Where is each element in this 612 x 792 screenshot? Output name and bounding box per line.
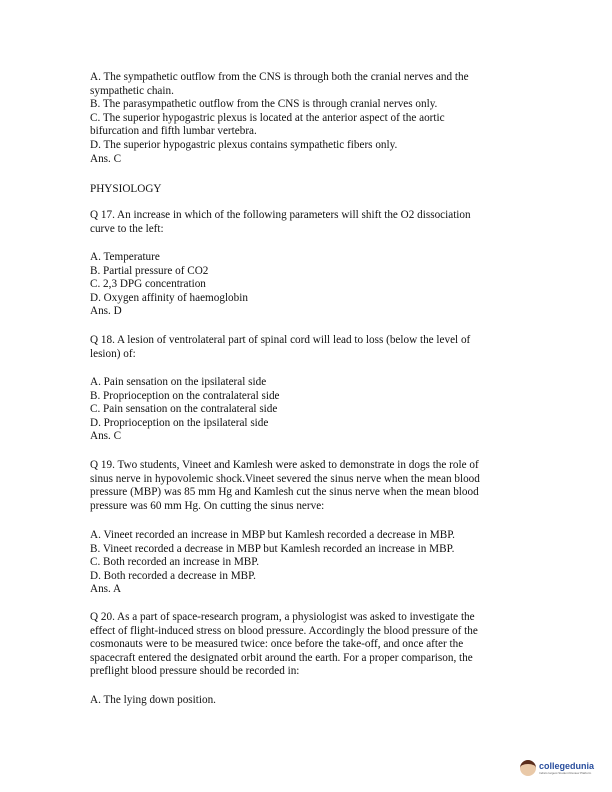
question-line: spacecraft entered the designated orbit around the earth. For a proper comparison, the bbox=[90, 651, 473, 664]
option-a: A. The sympathetic outflow from the CNS is through both the cranial nerves and the bbox=[90, 71, 469, 83]
option-a-cont: sympathetic chain. bbox=[90, 84, 174, 97]
option-a: A. Temperature bbox=[90, 251, 160, 263]
answer: Ans. C bbox=[90, 430, 122, 443]
option-d: D. Both recorded a decrease in MBP. bbox=[90, 569, 256, 582]
question-line: effect of flight-induced stress on blood pressure. Accordingly the blood pressure of the bbox=[90, 624, 478, 637]
q19-question bbox=[90, 459, 520, 513]
answer: Ans. D bbox=[90, 305, 122, 318]
option-c: C. The superior hypogastric plexus is located at the anterior aspect of the aortic bbox=[90, 111, 445, 124]
option-a: A. The lying down position. bbox=[90, 694, 216, 706]
q17-question bbox=[90, 209, 520, 236]
logo-name: collegedunia bbox=[539, 761, 595, 771]
answer: Ans. A bbox=[90, 583, 122, 596]
mascot-icon bbox=[520, 760, 536, 776]
option-a: A. Pain sensation on the ipsilateral side bbox=[90, 376, 267, 388]
option-a: A. Vineet recorded an increase in MBP but Kamlesh recorded a decrease in MBP. bbox=[90, 529, 455, 541]
answer: Ans. C bbox=[90, 152, 122, 165]
q17-options bbox=[90, 251, 520, 319]
option-c: C. Both recorded an increase in MBP. bbox=[90, 556, 260, 569]
option-c-cont: bifurcation and fifth lumbar vertebra. bbox=[90, 125, 257, 138]
question-line: preflight blood pressure should be recorded in: bbox=[90, 665, 300, 678]
question-line: curve to the left: bbox=[90, 222, 164, 235]
question-line: pressure was 60 mm Hg. On cutting the sinus nerve: bbox=[90, 499, 325, 512]
q20-question bbox=[90, 611, 520, 679]
q16-options bbox=[90, 71, 520, 166]
question-line: Q 20. As a part of space-research program, a physiologist was asked to investigate the bbox=[90, 611, 475, 623]
option-d: D. Proprioception on the ipsilateral side bbox=[90, 416, 269, 429]
question-line: sinus nerve in hypovolemic shock.Vineet severed the sinus nerve when the mean blood bbox=[90, 472, 480, 485]
option-c: C. 2,3 DPG concentration bbox=[90, 278, 206, 291]
q19-options bbox=[90, 529, 520, 597]
q20-options bbox=[90, 694, 520, 708]
option-b: B. The parasympathetic outflow from the CNS is through cranial nerves only. bbox=[90, 98, 438, 111]
option-b: B. Partial pressure of CO2 bbox=[90, 264, 209, 277]
question-line: lesion) of: bbox=[90, 347, 136, 360]
question-line: Q 19. Two students, Vineet and Kamlesh were asked to demonstrate in dogs the role of bbox=[90, 459, 479, 471]
q18-options bbox=[90, 376, 520, 444]
collegedunia-logo bbox=[520, 760, 594, 776]
question-line: cosmonauts were to be measured twice: once before the take-off, and once after the bbox=[90, 638, 464, 651]
question-line: Q 17. An increase in which of the following parameters will shift the O2 dissociation bbox=[90, 209, 471, 221]
option-d: D. The superior hypogastric plexus contains sympathetic fibers only. bbox=[90, 138, 398, 151]
question-line: Q 18. A lesion of ventrolateral part of spinal cord will lead to loss (below the level of bbox=[90, 334, 471, 346]
question-line: pressure (MBP) was 85 mm Hg and Kamlesh cut the sinus nerve when the mean blood bbox=[90, 486, 479, 499]
logo-tagline: India's largest Student Review Platform bbox=[539, 771, 592, 775]
option-d: D. Oxygen affinity of haemoglobin bbox=[90, 291, 248, 304]
option-c: C. Pain sensation on the contralateral side bbox=[90, 403, 278, 416]
option-b: B. Proprioception on the contralateral side bbox=[90, 389, 280, 402]
section-heading: PHYSIOLOGY bbox=[90, 183, 162, 195]
option-b: B. Vineet recorded a decrease in MBP but Kamlesh recorded an increase in MBP. bbox=[90, 542, 455, 555]
q18-question bbox=[90, 334, 520, 361]
